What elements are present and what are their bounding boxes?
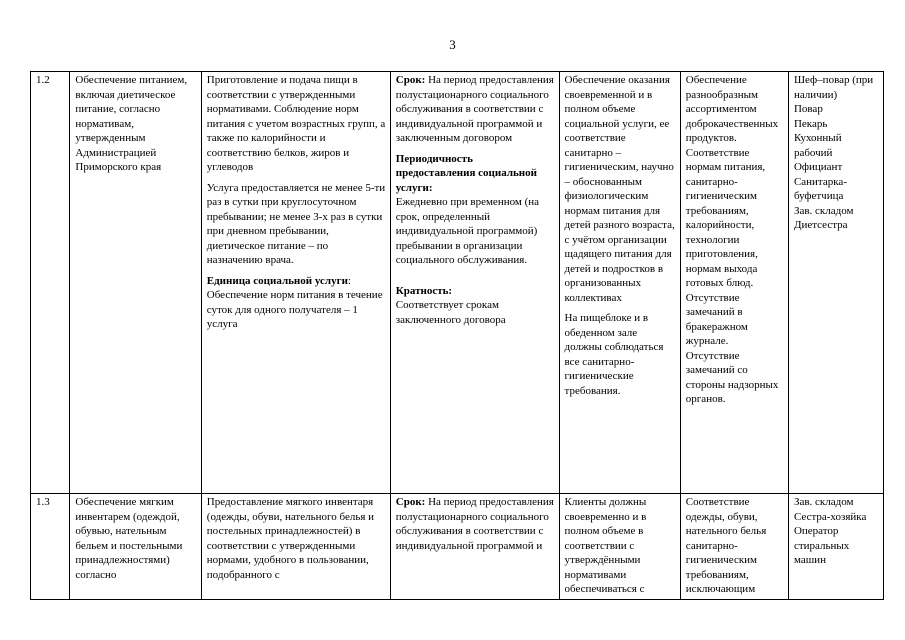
- service-name: Обеспечение питанием, включая диетическое питание, согласно нормативам, утвержденным Администрацией Приморского края: [70, 72, 201, 494]
- staff-item: Диетсестра: [793, 219, 848, 231]
- staff-item: Сестра-хозяйка: [793, 510, 867, 523]
- page-number: 3: [449, 37, 456, 52]
- staff-item: Зав. складом: [793, 204, 854, 217]
- evaluation-criteria: Обеспечение разнообразным ассортиментом доброкачественных продуктов. Соответствие нормам питания, санитарно-гигиеническим требованиям, калорийности, технологии приготовления, нормам выхода готовых блюд. Отсутствие замечаний в бракеражном журнале. Отсутствие замечаний со стороны надзорных органов.: [680, 72, 788, 494]
- row-number: 1.2: [31, 72, 70, 494]
- staff-item: Кухонный рабочий: [793, 132, 842, 159]
- table-row: [31, 494, 884, 600]
- quality-indicators: Клиенты должны своевременно и в полном объеме в соответствии с утверждёнными нормативами обеспечиваться с: [559, 494, 680, 600]
- periodicity-label: Периодичность предоставления социальной услуги:: [395, 152, 537, 194]
- service-term: [390, 72, 559, 494]
- service-description: Предоставление мягкого инвентаря (одежды, обуви, нательного белья и постельных принадлежностей) в соответствии с утвержденными нормами, удобного в пользовании, подобранного с: [201, 494, 390, 600]
- staff-item: Санитарка-буфетчица: [793, 175, 847, 202]
- staff-list: [788, 72, 883, 494]
- service-unit-label: Единица социальной услуги: [206, 274, 348, 287]
- service-name: Обеспечение мягким инвентарем (одеждой, обувью, нательным бельем и постельными принадлежностями) согласно: [70, 494, 201, 600]
- frequency-label: Кратность:: [395, 284, 453, 297]
- service-unit-text: Обеспечение норм питания в течение суток для одного получателя – 1 услуга: [206, 289, 383, 330]
- row-number: 1.3: [31, 494, 70, 600]
- frequency-text: Соответствует срокам заключенного договора: [395, 299, 506, 326]
- quality-paragraph: Обеспечение оказания своевременной и в полном объеме социальной услуги, ее соответствие санитарно – гигиеническим, научно – обоснованным физиологическим нормам питания для детей разного возраста, с учётом организации щадящего питания для детей и подростков в организованных коллективах: [564, 74, 675, 304]
- term-label: Срок:: [395, 496, 426, 508]
- staff-item: Оператор стиральных машин: [793, 525, 850, 566]
- table-row: [31, 72, 884, 494]
- staff-item: Шеф–повар (при наличии): [793, 74, 874, 101]
- service-term: [390, 494, 559, 600]
- staff-list: [788, 494, 883, 600]
- service-unit: Единица социальной услуги: Обеспечение норм питания в течение суток для одного получателя – 1 услуга: [206, 274, 383, 330]
- staff-item: Повар: [793, 103, 823, 115]
- service-description: [201, 72, 390, 494]
- staff-item: Пекарь: [793, 117, 828, 130]
- staff-item: Зав. складом: [793, 496, 854, 508]
- staff-item: Официант: [793, 161, 843, 173]
- services-table: [30, 71, 884, 600]
- periodicity-text: Ежедневно при временном (на срок, определенный индивидуальной программой) пребывании в организации социального обслуживания.: [395, 196, 540, 266]
- quality-paragraph: На пищеблоке и в обеденном зале должны соблюдаться все санитарно-гигиенические требования.: [564, 312, 664, 397]
- term-text: На период предоставления полустационарного социального обслуживания в соответствии с индивидуальной программой и заключенным договором: [395, 74, 554, 144]
- description-paragraph: Услуга предоставляется не менее 5-ти раз в сутки при круглосуточном пребывании; не менее 3-х раз в сутки при дневном пребывании, диетическое питание – по назначению врача.: [206, 181, 386, 266]
- term-label: Срок:: [395, 74, 426, 86]
- term-text: На период предоставления полустационарного социального обслуживания в соответствии с индивидуальной программой и: [395, 496, 554, 552]
- quality-indicators: [559, 72, 680, 494]
- evaluation-criteria: Соответствие одежды, обуви, нательного белья санитарно-гигиеническим требованиям, исключающим: [680, 494, 788, 600]
- description-paragraph: Приготовление и подача пищи в соответствии с утвержденными нормативами. Соблюдение норм питания с учетом возрастных групп, а также по калорийности и соответствию белков, жиров и углеводов: [206, 74, 386, 173]
